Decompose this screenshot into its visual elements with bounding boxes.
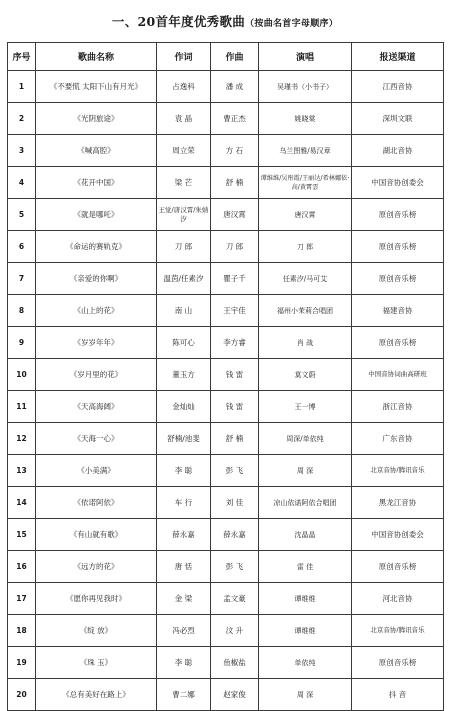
cell-lyricist: 舒楠/池斐 — [157, 423, 211, 455]
cell-singer: 谭维维 — [259, 615, 352, 647]
cell-song-name: 《喊高腔》 — [36, 135, 157, 167]
table-row — [8, 103, 444, 135]
cell-composer: 孟文豪 — [211, 583, 259, 615]
cell-number: 9 — [8, 327, 36, 359]
cell-number: 16 — [8, 551, 36, 583]
cell-composer: 钱 雷 — [211, 359, 259, 391]
cell-song-name: 《就是哪吒》 — [36, 199, 157, 231]
cell-channel: 原创音乐榜 — [352, 327, 444, 359]
cell-channel: 深圳文联 — [352, 103, 444, 135]
cell-lyricist: 唐 恬 — [157, 551, 211, 583]
cell-song-name: 《依诺阿依》 — [36, 487, 157, 519]
cell-composer: 瞿子千 — [211, 263, 259, 295]
cell-lyricist: 薛永嘉 — [157, 519, 211, 551]
cell-composer: 赵家俊 — [211, 679, 259, 711]
cell-composer: 唐汉霄 — [211, 199, 259, 231]
cell-channel: 黑龙江音协 — [352, 487, 444, 519]
table-row — [8, 647, 444, 679]
cell-channel: 中国音协词曲高研班 — [352, 359, 444, 391]
table-row — [8, 679, 444, 711]
cell-composer: 王宇佳 — [211, 295, 259, 327]
cell-singer: 周深/单依纯 — [259, 423, 352, 455]
table-row — [8, 423, 444, 455]
cell-song-name: 《有山就有歌》 — [36, 519, 157, 551]
cell-singer: 沈晶晶 — [259, 519, 352, 551]
cell-number: 14 — [8, 487, 36, 519]
cell-channel: 原创音乐榜 — [352, 231, 444, 263]
cell-lyricist: 刀 郎 — [157, 231, 211, 263]
title-subtitle: （按曲名首字母顺序） — [245, 19, 339, 29]
cell-song-name: 《岁岁年年》 — [36, 327, 157, 359]
cell-singer: 周 深 — [259, 679, 352, 711]
cell-singer: 雷 佳 — [259, 551, 352, 583]
cell-channel: 湖北音协 — [352, 135, 444, 167]
cell-song-name: 《天海一心》 — [36, 423, 157, 455]
cell-song-name: 《珠 玉》 — [36, 647, 157, 679]
cell-singer: 单依纯 — [259, 647, 352, 679]
cell-singer: 刀 郎 — [259, 231, 352, 263]
cell-lyricist: 南 山 — [157, 295, 211, 327]
table-row — [8, 231, 444, 263]
table-row — [8, 295, 444, 327]
cell-lyricist: 占逸科 — [157, 71, 211, 103]
cell-lyricist: 李 聪 — [157, 647, 211, 679]
cell-channel: 中国音协创委会 — [352, 167, 444, 199]
cell-singer: 姚晓棠 — [259, 103, 352, 135]
cell-lyricist: 袁 晶 — [157, 103, 211, 135]
cell-channel: 原创音乐榜 — [352, 647, 444, 679]
title-main: 一、20首年度优秀歌曲 — [111, 14, 246, 29]
cell-channel: 北京音协/腾讯音乐 — [352, 455, 444, 487]
header-singer: 演唱 — [259, 43, 352, 71]
songs-table — [7, 42, 444, 711]
table-row — [8, 487, 444, 519]
header-song-name: 歌曲名称 — [36, 43, 157, 71]
cell-number: 2 — [8, 103, 36, 135]
cell-number: 3 — [8, 135, 36, 167]
cell-singer: 唐汉霄 — [259, 199, 352, 231]
cell-lyricist: 冯必烈 — [157, 615, 211, 647]
cell-number: 15 — [8, 519, 36, 551]
cell-channel: 浙江音协 — [352, 391, 444, 423]
cell-composer: 舒 楠 — [211, 167, 259, 199]
header-lyricist: 作词 — [157, 43, 211, 71]
cell-lyricist: 金灿灿 — [157, 391, 211, 423]
cell-song-name: 《愿你再见我时》 — [36, 583, 157, 615]
cell-number: 4 — [8, 167, 36, 199]
table-row — [8, 327, 444, 359]
cell-number: 20 — [8, 679, 36, 711]
cell-channel: 抖 音 — [352, 679, 444, 711]
cell-song-name: 《绽 放》 — [36, 615, 157, 647]
table-row — [8, 135, 444, 167]
cell-number: 7 — [8, 263, 36, 295]
cell-number: 5 — [8, 199, 36, 231]
cell-channel: 原创音乐榜 — [352, 551, 444, 583]
header-channel: 报送渠道 — [352, 43, 444, 71]
cell-song-name: 《天高海阔》 — [36, 391, 157, 423]
cell-song-name: 《花开中国》 — [36, 167, 157, 199]
cell-singer: 王一博 — [259, 391, 352, 423]
table-row — [8, 583, 444, 615]
cell-channel: 中国音协创委会 — [352, 519, 444, 551]
cell-channel: 广东音协 — [352, 423, 444, 455]
cell-number: 19 — [8, 647, 36, 679]
cell-composer: 钱 雷 — [211, 391, 259, 423]
cell-composer: 方 石 — [211, 135, 259, 167]
table-header-row — [8, 43, 444, 71]
cell-lyricist: 陈可心 — [157, 327, 211, 359]
cell-composer: 曹正杰 — [211, 103, 259, 135]
cell-song-name: 《远方的花》 — [36, 551, 157, 583]
cell-number: 12 — [8, 423, 36, 455]
cell-channel: 北京音协/腾讯音乐 — [352, 615, 444, 647]
cell-song-name: 《亲爱的你啊》 — [36, 263, 157, 295]
cell-composer: 薛永嘉 — [211, 519, 259, 551]
cell-channel: 福建音协 — [352, 295, 444, 327]
table-row — [8, 391, 444, 423]
cell-singer: 谭维维 — [259, 583, 352, 615]
table-row — [8, 71, 444, 103]
header-composer: 作曲 — [211, 43, 259, 71]
cell-composer: 汶 升 — [211, 615, 259, 647]
cell-song-name: 《岁月里的花》 — [36, 359, 157, 391]
cell-channel: 原创音乐榜 — [352, 199, 444, 231]
cell-composer: 彭 飞 — [211, 551, 259, 583]
page-title — [0, 12, 450, 30]
cell-number: 17 — [8, 583, 36, 615]
cell-number: 1 — [8, 71, 36, 103]
cell-number: 8 — [8, 295, 36, 327]
cell-song-name: 《总有美好在路上》 — [36, 679, 157, 711]
cell-lyricist: 温茵/任素汐 — [157, 263, 211, 295]
cell-lyricist: 梁 芒 — [157, 167, 211, 199]
table-row — [8, 551, 444, 583]
cell-singer: 莫文蔚 — [259, 359, 352, 391]
cell-number: 18 — [8, 615, 36, 647]
cell-song-name: 《不要慌 太阳下山有月光》 — [36, 71, 157, 103]
table-row — [8, 167, 444, 199]
table-row — [8, 263, 444, 295]
cell-number: 10 — [8, 359, 36, 391]
cell-song-name: 《命运的赛轨克》 — [36, 231, 157, 263]
cell-lyricist: 周立荣 — [157, 135, 211, 167]
cell-singer: 肖 战 — [259, 327, 352, 359]
cell-song-name: 《小美满》 — [36, 455, 157, 487]
table-row — [8, 199, 444, 231]
cell-lyricist: 车 行 — [157, 487, 211, 519]
cell-composer: 李方睿 — [211, 327, 259, 359]
cell-singer: 周 深 — [259, 455, 352, 487]
table-row — [8, 615, 444, 647]
cell-singer: 福州小茉莉合唱团 — [259, 295, 352, 327]
cell-channel: 原创音乐榜 — [352, 263, 444, 295]
cell-singer: 谭维维/吴彤霞/王丽达/希林娜依·高/黄霄雲 — [259, 167, 352, 199]
cell-channel: 江西音协 — [352, 71, 444, 103]
cell-composer: 刀 郎 — [211, 231, 259, 263]
cell-lyricist: 曹二娜 — [157, 679, 211, 711]
header-number: 序号 — [8, 43, 36, 71]
cell-lyricist: 李 聪 — [157, 455, 211, 487]
cell-number: 13 — [8, 455, 36, 487]
cell-composer: 刘 佳 — [211, 487, 259, 519]
cell-lyricist: 金 梁 — [157, 583, 211, 615]
cell-composer: 鱼椒盐 — [211, 647, 259, 679]
cell-number: 6 — [8, 231, 36, 263]
cell-composer: 彭 飞 — [211, 455, 259, 487]
table-row — [8, 519, 444, 551]
table-row — [8, 359, 444, 391]
cell-channel: 河北音协 — [352, 583, 444, 615]
table-row — [8, 455, 444, 487]
cell-singer: 凉山依诺阿依合唱团 — [259, 487, 352, 519]
cell-singer: 乌兰图雅/易汉章 — [259, 135, 352, 167]
cell-lyricist: 董玉方 — [157, 359, 211, 391]
cell-lyricist: 王觉/唐汉霄/朱婧汐 — [157, 199, 211, 231]
cell-song-name: 《山上的花》 — [36, 295, 157, 327]
cell-composer: 舒 楠 — [211, 423, 259, 455]
cell-composer: 潘 成 — [211, 71, 259, 103]
cell-song-name: 《光阴旅途》 — [36, 103, 157, 135]
cell-number: 11 — [8, 391, 36, 423]
cell-singer: 吴瑾书（小书子） — [259, 71, 352, 103]
cell-singer: 任素汐/马可艾 — [259, 263, 352, 295]
